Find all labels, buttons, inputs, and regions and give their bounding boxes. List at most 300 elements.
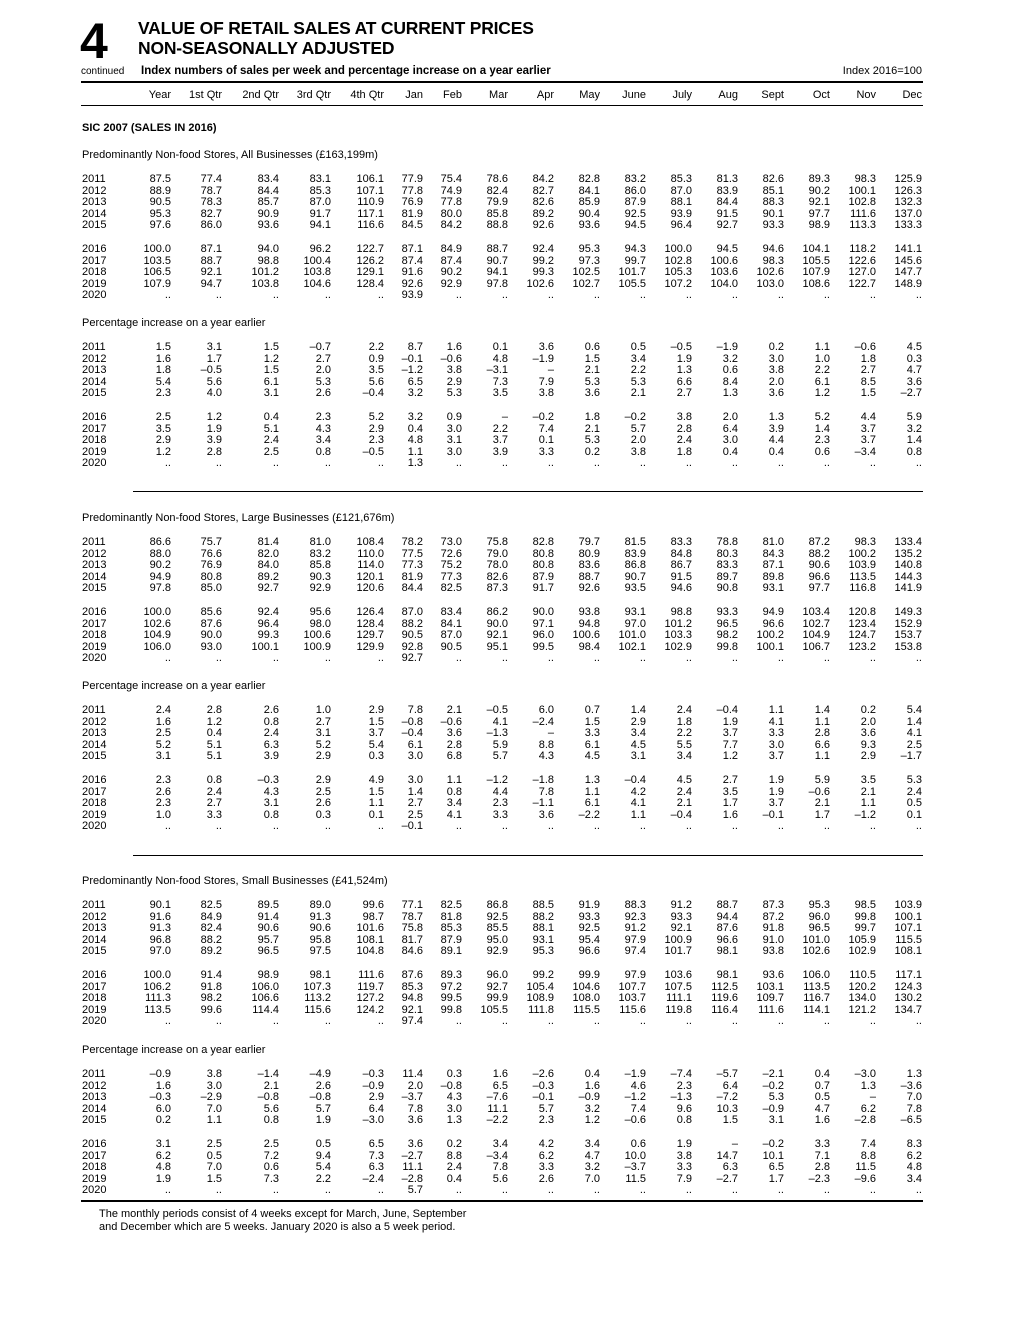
table-cell: 0.3 xyxy=(368,750,384,763)
table-cell: 5.6 xyxy=(263,1102,279,1115)
table-cell: 78.7 xyxy=(401,910,423,923)
table-cell: 2.4 xyxy=(676,434,692,447)
table-cell: 96.6 xyxy=(716,933,738,946)
table-cell: .. xyxy=(215,457,222,470)
table-cell: 83.9 xyxy=(624,547,646,560)
table-cell: 1.8 xyxy=(584,411,600,423)
table-cell: 98.7 xyxy=(362,910,384,923)
table-cell: 7.8 xyxy=(906,1102,922,1115)
table-cell: .. xyxy=(377,820,384,833)
table-cell: 84.8 xyxy=(670,547,692,560)
table-cell: 1.5 xyxy=(368,785,384,798)
table-cell: 92.6 xyxy=(401,277,423,290)
table-cell: 84.3 xyxy=(762,547,784,560)
table-cell: 94.7 xyxy=(200,277,222,290)
table-cell: 0.1 xyxy=(492,341,508,353)
table-cell: 149.3 xyxy=(894,606,922,618)
table-cell: 2.9 xyxy=(630,715,646,728)
table-cell: 0.5 xyxy=(206,1149,222,1162)
table-cell: .. xyxy=(915,820,922,833)
table-cell: 95.1 xyxy=(486,640,508,653)
table-cell: 122.7 xyxy=(356,243,384,255)
table-cell: 2.0 xyxy=(315,364,331,377)
table-cell: 9.6 xyxy=(676,1102,692,1115)
table-cell: .. xyxy=(915,1015,922,1028)
table-cell: 0.4 xyxy=(407,422,423,435)
table-cell: 89.7 xyxy=(716,570,738,583)
table-cell: 5.3 xyxy=(315,375,331,388)
table-cell: 94.9 xyxy=(762,606,784,618)
table-cell: 2.9 xyxy=(368,422,384,435)
table-cell: 1.3 xyxy=(676,364,692,377)
table-cell: .. xyxy=(215,820,222,833)
table-cell: 123.2 xyxy=(848,640,876,653)
table-cell: 0.8 xyxy=(206,774,222,786)
row-year: 2017 xyxy=(82,980,107,993)
table-cell: –0.4 xyxy=(670,808,692,821)
table-cell: 111.8 xyxy=(528,1003,554,1016)
column-header: 4th Qtr xyxy=(350,89,384,101)
table-cell: 2.2 xyxy=(368,341,384,353)
row-year: 2019 xyxy=(82,808,107,821)
table-cell: 0.2 xyxy=(768,341,784,353)
table-cell: 90.4 xyxy=(578,207,600,220)
table-cell: 3.0 xyxy=(446,1102,462,1115)
table-cell: 102.5 xyxy=(572,266,600,279)
row-year: 2018 xyxy=(82,992,107,1005)
table-cell: 1.6 xyxy=(814,1114,830,1127)
table-cell: 4.7 xyxy=(584,1149,600,1162)
table-cell: 5.1 xyxy=(206,750,222,763)
table-cell: 76.9 xyxy=(401,196,423,209)
table-cell: 2.5 xyxy=(155,411,171,423)
table-cell: 108.9 xyxy=(526,992,554,1005)
table-cell: 107.2 xyxy=(664,277,692,290)
row-year: 2020 xyxy=(82,1015,107,1028)
table-cell: 2.5 xyxy=(315,785,331,798)
table-cell: 2.2 xyxy=(315,1172,331,1185)
table-cell: 4.0 xyxy=(206,387,222,400)
table-cell: 144.3 xyxy=(894,570,922,583)
table-cell: 90.2 xyxy=(440,266,462,279)
table-cell: –2.2 xyxy=(486,1114,508,1127)
table-cell: .. xyxy=(272,1184,279,1197)
table-cell: 88.5 xyxy=(532,899,554,911)
table-cell: .. xyxy=(164,820,171,833)
table-cell: 93.6 xyxy=(762,969,784,981)
table-cell: 2.5 xyxy=(155,727,171,740)
table-cell: 97.3 xyxy=(578,254,600,267)
table-cell: 3.6 xyxy=(768,387,784,400)
table-cell: 2.7 xyxy=(315,352,331,365)
table-cell: 86.0 xyxy=(200,219,222,232)
table-cell: 124.2 xyxy=(356,1003,384,1016)
row-year: 2016 xyxy=(82,774,107,786)
table-cell: 3.0 xyxy=(768,352,784,365)
table-cell: –0.9 xyxy=(149,1068,171,1080)
table-cell: 0.3 xyxy=(315,808,331,821)
table-cell: 1.2 xyxy=(155,445,171,458)
table-cell: 90.6 xyxy=(808,559,830,572)
table-cell: 8.8 xyxy=(538,738,554,751)
table-cell: 126.3 xyxy=(894,184,922,197)
table-cell: 114.0 xyxy=(357,559,384,572)
table-cell: 94.1 xyxy=(309,219,331,232)
table-cell: 8.8 xyxy=(860,1149,876,1162)
row-year: 2019 xyxy=(82,1003,107,1016)
table-cell: 92.9 xyxy=(309,582,331,595)
row-year: 2016 xyxy=(82,1138,107,1150)
table-cell: 2.4 xyxy=(906,785,922,798)
table-cell: 87.1 xyxy=(200,243,222,255)
table-cell: 85.5 xyxy=(486,922,508,935)
table-cell: 92.7 xyxy=(401,652,423,665)
column-header: Sept xyxy=(761,89,784,101)
table-cell: 1.3 xyxy=(860,1079,876,1092)
table-cell: 1.5 xyxy=(263,341,279,353)
table-cell: 6.2 xyxy=(860,1102,876,1115)
table-cell: 3.1 xyxy=(630,750,646,763)
table-cell: 4.7 xyxy=(814,1102,830,1115)
table-cell: 2.8 xyxy=(676,422,692,435)
table-cell: 3.6 xyxy=(584,387,600,400)
table-cell: 92.1 xyxy=(670,922,692,935)
table-cell: 1.9 xyxy=(722,715,738,728)
table-cell: .. xyxy=(324,1184,331,1197)
table-cell: 99.3 xyxy=(532,266,554,279)
table-cell: – xyxy=(547,727,554,740)
table-cell: .. xyxy=(164,1184,171,1197)
table-cell: 148.9 xyxy=(894,277,922,290)
table-cell: 1.5 xyxy=(155,341,171,353)
table-cell: 3.2 xyxy=(407,411,423,423)
table-cell: 100.1 xyxy=(756,640,784,653)
table-cell: .. xyxy=(501,820,508,833)
row-year: 2013 xyxy=(82,1091,107,1104)
section-title-large-businesses: Predominantly Non-food Stores, Large Businesses (£121,676m) xyxy=(82,512,395,524)
table-cell: .. xyxy=(777,457,784,470)
table-cell: 11.1 xyxy=(487,1102,508,1115)
table-cell: 109.7 xyxy=(756,992,784,1005)
table-cell: 115.5 xyxy=(895,933,922,946)
table-cell: 3.8 xyxy=(630,445,646,458)
column-header: July xyxy=(672,89,692,101)
table-cell: 95.3 xyxy=(532,945,554,958)
table-cell: .. xyxy=(685,652,692,665)
table-cell: 3.2 xyxy=(722,352,738,365)
table-cell: 102.9 xyxy=(664,640,692,653)
table-cell: 92.5 xyxy=(578,922,600,935)
row-year: 2013 xyxy=(82,922,107,935)
row-year: 2020 xyxy=(82,457,107,470)
table-cell: 100.9 xyxy=(303,640,331,653)
table-cell: 2.3 xyxy=(492,797,508,810)
table-cell: 137.0 xyxy=(894,207,922,220)
table-cell: 75.8 xyxy=(486,536,508,548)
table-cell: 95.4 xyxy=(578,933,600,946)
table-cell: 6.6 xyxy=(814,738,830,751)
table-cell: 100.2 xyxy=(848,547,876,560)
table-cell: 2.3 xyxy=(155,774,171,786)
table-cell: 1.8 xyxy=(155,364,171,377)
table-title-line-1: VALUE OF RETAIL SALES AT CURRENT PRICES xyxy=(138,18,534,38)
table-cell: 98.1 xyxy=(716,969,738,981)
table-cell: .. xyxy=(377,1184,384,1197)
table-cell: 0.6 xyxy=(263,1161,279,1174)
table-cell: 2.7 xyxy=(676,387,692,400)
table-cell: 9.3 xyxy=(860,738,876,751)
table-cell: 4.8 xyxy=(407,434,423,447)
table-cell: 5.1 xyxy=(263,422,279,435)
table-cell: .. xyxy=(377,1015,384,1028)
table-number: 4 xyxy=(80,13,108,69)
table-cell: .. xyxy=(501,652,508,665)
table-cell: .. xyxy=(324,289,331,302)
table-cell: 83.4 xyxy=(440,606,462,618)
table-cell: 86.0 xyxy=(624,184,646,197)
table-cell: 7.4 xyxy=(630,1102,646,1115)
table-cell: 115.6 xyxy=(304,1003,331,1016)
table-cell: 82.5 xyxy=(440,582,462,595)
table-cell: 0.7 xyxy=(584,704,600,716)
table-cell: 92.8 xyxy=(401,640,423,653)
table-cell: 90.7 xyxy=(486,254,508,267)
table-cell: 2.7 xyxy=(407,797,423,810)
table-cell: 4.6 xyxy=(630,1079,646,1092)
table-cell: 98.2 xyxy=(200,992,222,1005)
table-cell: 0.4 xyxy=(206,727,222,740)
table-cell: .. xyxy=(215,1184,222,1197)
table-cell: –3.0 xyxy=(362,1114,384,1127)
table-cell: .. xyxy=(547,289,554,302)
table-cell: 98.0 xyxy=(309,617,331,630)
table-cell: –3.4 xyxy=(486,1149,508,1162)
table-cell: 0.5 xyxy=(315,1138,331,1150)
table-cell: 85.3 xyxy=(309,184,331,197)
table-cell: 0.2 xyxy=(446,1138,462,1150)
table-cell: –0.2 xyxy=(624,411,646,423)
table-cell: 92.6 xyxy=(532,219,554,232)
table-cell: 93.3 xyxy=(716,606,738,618)
table-cell: 87.2 xyxy=(762,910,784,923)
table-cell: 6.2 xyxy=(538,1149,554,1162)
table-cell: –0.4 xyxy=(624,774,646,786)
table-cell: 78.6 xyxy=(486,173,508,185)
table-cell: –1.7 xyxy=(900,750,922,763)
table-cell: 1.7 xyxy=(814,808,830,821)
table-cell: 98.5 xyxy=(854,899,876,911)
table-cell: .. xyxy=(639,1184,646,1197)
table-cell: –2.4 xyxy=(532,715,554,728)
table-cell: 3.8 xyxy=(538,387,554,400)
table-cell: .. xyxy=(869,820,876,833)
table-cell: 84.6 xyxy=(401,945,423,958)
table-cell: –2.8 xyxy=(401,1172,423,1185)
table-cell: 4.5 xyxy=(630,738,646,751)
table-cell: 2.9 xyxy=(368,704,384,716)
table-cell: –4.9 xyxy=(309,1068,331,1080)
table-cell: 3.5 xyxy=(368,364,384,377)
table-cell: 92.9 xyxy=(440,277,462,290)
table-cell: 3.2 xyxy=(584,1102,600,1115)
table-cell: 105.3 xyxy=(664,266,692,279)
table-cell: 2.5 xyxy=(263,445,279,458)
table-cell: 1.0 xyxy=(315,704,331,716)
table-cell: 4.8 xyxy=(492,352,508,365)
table-cell: 3.7 xyxy=(492,434,508,447)
table-cell: 93.5 xyxy=(624,582,646,595)
table-cell: 90.0 xyxy=(532,606,554,618)
table-cell: –0.8 xyxy=(257,1091,279,1104)
table-cell: 103.3 xyxy=(664,629,692,642)
table-cell: 105.5 xyxy=(618,277,646,290)
table-cell: 3.5 xyxy=(492,387,508,400)
table-cell: 5.3 xyxy=(446,387,462,400)
table-cell: 5.2 xyxy=(368,411,384,423)
table-cell: 3.0 xyxy=(407,750,423,763)
table-cell: 115.6 xyxy=(619,1003,646,1016)
table-cell: 90.6 xyxy=(309,922,331,935)
table-cell: 92.7 xyxy=(716,219,738,232)
row-year: 2012 xyxy=(82,352,107,365)
table-cell: 90.5 xyxy=(149,196,171,209)
table-cell: 94.5 xyxy=(716,243,738,255)
row-year: 2017 xyxy=(82,422,107,435)
column-header: Apr xyxy=(536,89,554,101)
table-cell: 1.6 xyxy=(155,352,171,365)
table-cell: 3.5 xyxy=(860,774,876,786)
table-cell: 93.1 xyxy=(762,582,784,595)
column-header: Aug xyxy=(718,89,738,101)
table-cell: 3.3 xyxy=(584,727,600,740)
table-cell: 85.9 xyxy=(578,196,600,209)
table-cell: 83.2 xyxy=(624,173,646,185)
table-cell: 1.5 xyxy=(368,715,384,728)
table-cell: 78.0 xyxy=(486,559,508,572)
table-cell: 106.0 xyxy=(251,980,279,993)
table-cell: 127.2 xyxy=(356,992,384,1005)
table-cell: 81.0 xyxy=(309,536,331,548)
table-cell: 152.9 xyxy=(894,617,922,630)
table-cell: 127.0 xyxy=(848,266,876,279)
table-cell: 95.7 xyxy=(257,933,279,946)
table-cell: .. xyxy=(777,820,784,833)
table-cell: 0.7 xyxy=(814,1079,830,1092)
table-cell: 6.4 xyxy=(722,1079,738,1092)
table-cell: 1.5 xyxy=(860,387,876,400)
table-cell: 77.8 xyxy=(401,184,423,197)
table-cell: 1.0 xyxy=(814,352,830,365)
table-cell: 86.8 xyxy=(624,559,646,572)
table-cell: 6.0 xyxy=(538,704,554,716)
table-cell: 4.7 xyxy=(906,364,922,377)
table-cell: 134.0 xyxy=(848,992,876,1005)
table-cell: 82.8 xyxy=(532,536,554,548)
table-cell: 2.0 xyxy=(768,375,784,388)
table-cell: 1.0 xyxy=(155,808,171,821)
table-cell: 129.9 xyxy=(356,640,384,653)
table-cell: 97.4 xyxy=(401,1015,423,1028)
table-cell: .. xyxy=(731,1015,738,1028)
table-cell: 5.7 xyxy=(315,1102,331,1115)
table-cell: 0.8 xyxy=(263,715,279,728)
table-cell: 103.5 xyxy=(143,254,171,267)
table-cell: 7.0 xyxy=(206,1161,222,1174)
table-cell: 5.4 xyxy=(906,704,922,716)
table-cell: 82.0 xyxy=(257,547,279,560)
table-cell: 90.7 xyxy=(624,570,646,583)
table-cell: 89.3 xyxy=(440,969,462,981)
table-cell: .. xyxy=(685,1015,692,1028)
table-cell: 2.1 xyxy=(584,364,600,377)
table-cell: 145.6 xyxy=(894,254,922,267)
table-cell: 3.1 xyxy=(315,727,331,740)
table-cell: 94.6 xyxy=(762,243,784,255)
table-cell: 3.6 xyxy=(407,1138,423,1150)
table-cell: 10.1 xyxy=(762,1149,784,1162)
table-cell: 106.7 xyxy=(802,640,830,653)
table-cell: 82.7 xyxy=(532,184,554,197)
table-cell: 89.5 xyxy=(257,899,279,911)
table-cell: 87.6 xyxy=(200,617,222,630)
table-cell: 3.1 xyxy=(263,387,279,400)
table-cell: 6.3 xyxy=(263,738,279,751)
table-cell: 99.7 xyxy=(624,254,646,267)
table-cell: 2.6 xyxy=(538,1172,554,1185)
table-cell: 2.1 xyxy=(263,1079,279,1092)
table-cell: 3.1 xyxy=(263,797,279,810)
table-cell: 7.7 xyxy=(722,738,738,751)
table-cell: 0.4 xyxy=(814,1068,830,1080)
table-cell: 130.2 xyxy=(894,992,922,1005)
table-cell: 2.7 xyxy=(315,715,331,728)
table-cell: 0.5 xyxy=(814,1091,830,1104)
column-header: Dec xyxy=(902,89,922,101)
table-cell: 5.3 xyxy=(630,375,646,388)
table-cell: 103.9 xyxy=(848,559,876,572)
table-cell: 112.5 xyxy=(711,980,738,993)
table-cell: 1.2 xyxy=(206,715,222,728)
table-cell: 14.7 xyxy=(716,1149,738,1162)
table-cell: 1.1 xyxy=(630,808,646,821)
table-cell: .. xyxy=(823,457,830,470)
table-cell: .. xyxy=(777,652,784,665)
table-cell: 87.4 xyxy=(401,254,423,267)
table-cell: 97.9 xyxy=(624,969,646,981)
table-cell: 5.6 xyxy=(368,375,384,388)
table-cell: 0.8 xyxy=(676,1114,692,1127)
table-cell: 113.5 xyxy=(144,1003,171,1016)
pct-label-all-businesses: Percentage increase on a year earlier xyxy=(82,317,266,329)
table-cell: 128.4 xyxy=(356,277,384,290)
table-cell: .. xyxy=(455,820,462,833)
table-cell: 4.1 xyxy=(768,715,784,728)
table-cell: 0.5 xyxy=(906,797,922,810)
table-cell: 2.3 xyxy=(676,1079,692,1092)
table-cell: 93.6 xyxy=(257,219,279,232)
table-cell: 107.1 xyxy=(894,922,922,935)
table-cell: .. xyxy=(455,1184,462,1197)
footnote-line-1: The monthly periods consist of 4 weeks except for March, June, September xyxy=(99,1208,467,1220)
table-cell: –3.4 xyxy=(854,445,876,458)
table-cell: .. xyxy=(823,1184,830,1197)
table-cell: 84.4 xyxy=(716,196,738,209)
row-year: 2013 xyxy=(82,559,107,572)
table-cell: 3.8 xyxy=(206,1068,222,1080)
table-cell: 1.1 xyxy=(206,1114,222,1127)
table-cell: 5.7 xyxy=(492,750,508,763)
table-cell: –0.3 xyxy=(362,1068,384,1080)
